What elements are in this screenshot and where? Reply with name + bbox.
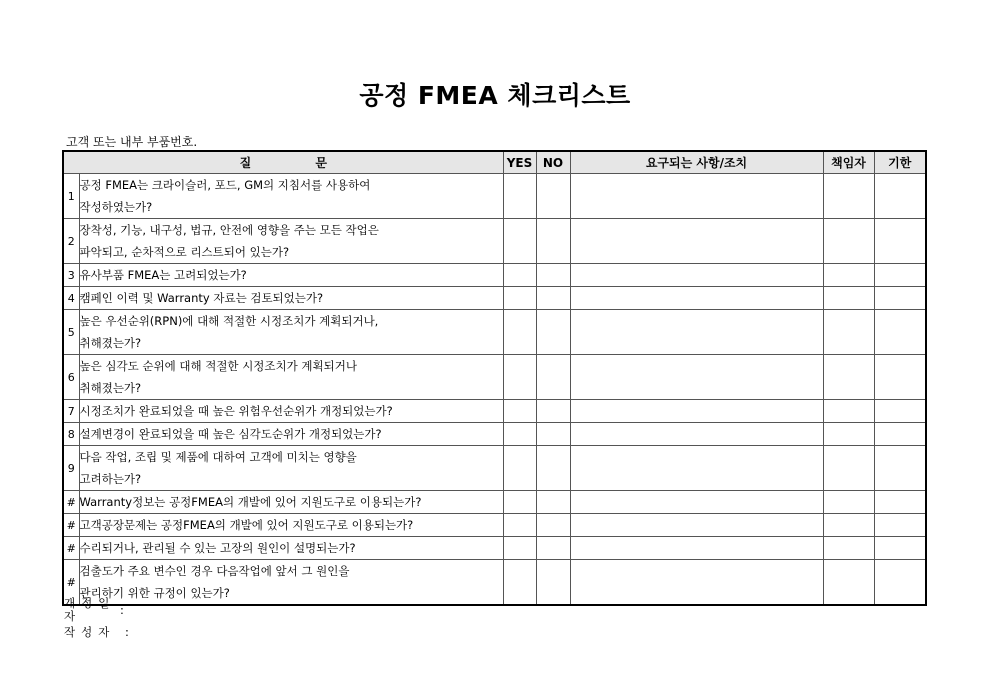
author-text: 작성자 [64, 625, 116, 639]
yes-cell[interactable] [503, 219, 536, 264]
checklist-row [63, 219, 926, 264]
yes-cell[interactable] [503, 287, 536, 310]
action-cell[interactable] [570, 423, 823, 446]
due-cell[interactable] [874, 355, 926, 400]
due-cell[interactable] [874, 560, 926, 606]
row-number: 4 [63, 287, 79, 310]
due-cell[interactable] [874, 310, 926, 355]
action-cell[interactable] [570, 219, 823, 264]
checklist-row [63, 310, 926, 355]
due-header: 기한 [874, 151, 926, 174]
question-cell [79, 491, 503, 514]
yes-cell[interactable] [503, 264, 536, 287]
checklist-row [63, 537, 926, 560]
question-line-1: 높은 우선순위(RPN)에 대해 적절한 시정조치가 계획되거나, [79, 314, 379, 328]
question-line-2: 취해졌는가? [79, 336, 142, 350]
owner-cell[interactable] [823, 423, 874, 446]
action-cell[interactable] [570, 310, 823, 355]
row-number: 6 [63, 355, 79, 400]
owner-cell[interactable] [823, 174, 874, 219]
owner-cell[interactable] [823, 264, 874, 287]
question-line-2: 작성하였는가? [79, 200, 153, 214]
checklist-table [62, 150, 927, 606]
row-number: # [63, 560, 79, 606]
action-cell[interactable] [570, 491, 823, 514]
revision-date-colon: : [120, 603, 130, 617]
row-number: # [63, 514, 79, 537]
question-line-2: 취해졌는가? [79, 381, 142, 395]
owner-cell[interactable] [823, 400, 874, 423]
due-cell[interactable] [874, 174, 926, 219]
action-header: 요구되는 사항/조치 [570, 151, 823, 174]
action-cell[interactable] [570, 174, 823, 219]
revision-date-label [64, 597, 124, 623]
question-line-1: 시정조치가 완료되었을 때 높은 위험우선순위가 개정되었는가? [79, 404, 393, 418]
no-cell[interactable] [536, 355, 570, 400]
due-cell[interactable] [874, 287, 926, 310]
question-line-1: 수리되거나, 관리될 수 있는 고장의 원인이 설명되는가? [79, 541, 356, 555]
question-line-1: 유사부품 FMEA는 고려되었는가? [79, 268, 247, 282]
question-cell [79, 400, 503, 423]
action-cell[interactable] [570, 264, 823, 287]
due-cell[interactable] [874, 537, 926, 560]
checklist-row [63, 446, 926, 491]
part-number-label: 고객 또는 내부 부품번호. [66, 135, 198, 149]
yes-cell[interactable] [503, 423, 536, 446]
question-cell [79, 219, 503, 264]
yes-cell[interactable] [503, 491, 536, 514]
row-number: # [63, 537, 79, 560]
checklist-row [63, 264, 926, 287]
question-line-2: 고려하는가? [79, 472, 142, 486]
header-row [63, 151, 926, 174]
yes-header: YES [503, 151, 536, 174]
question-cell [79, 287, 503, 310]
checklist-row [63, 287, 926, 310]
no-cell[interactable] [536, 423, 570, 446]
question-cell [79, 264, 503, 287]
question-line-1: 공정 FMEA는 크라이슬러, 포드, GM의 지침서를 사용하여 [79, 178, 371, 192]
page-title: 공정 FMEA 체크리스트 [359, 81, 631, 110]
owner-cell[interactable] [823, 355, 874, 400]
owner-cell[interactable] [823, 287, 874, 310]
question-line-1: Warranty정보는 공정FMEA의 개발에 있어 지원도구로 이용되는가? [79, 495, 422, 509]
question-line-1: 다음 작업, 조립 및 제품에 대하여 고객에 미치는 영향을 [79, 450, 357, 464]
no-cell[interactable] [536, 537, 570, 560]
no-cell[interactable] [536, 264, 570, 287]
owner-cell[interactable] [823, 219, 874, 264]
checklist-row [63, 400, 926, 423]
due-cell[interactable] [874, 219, 926, 264]
yes-cell[interactable] [503, 400, 536, 423]
question-line-1: 고객공장문제는 공정FMEA의 개발에 있어 지원도구로 이용되는가? [79, 518, 414, 532]
action-cell[interactable] [570, 537, 823, 560]
question-cell [79, 174, 503, 219]
yes-cell[interactable] [503, 537, 536, 560]
checklist-row [63, 514, 926, 537]
yes-cell[interactable] [503, 446, 536, 491]
checklist-row [63, 423, 926, 446]
revision-date-text: 개정일자 [64, 596, 116, 623]
due-cell[interactable] [874, 423, 926, 446]
row-number: 7 [63, 400, 79, 423]
action-cell[interactable] [570, 514, 823, 537]
owner-cell[interactable] [823, 537, 874, 560]
row-number: 1 [63, 174, 79, 219]
owner-cell[interactable] [823, 514, 874, 537]
yes-cell[interactable] [503, 355, 536, 400]
row-number: 8 [63, 423, 79, 446]
question-cell [79, 310, 503, 355]
checklist-row [63, 174, 926, 219]
due-cell[interactable] [874, 446, 926, 491]
due-cell[interactable] [874, 514, 926, 537]
question-cell [79, 446, 503, 491]
no-cell[interactable] [536, 560, 570, 606]
question-line-1: 캠페인 이력 및 Warranty 자료는 검토되었는가? [79, 291, 324, 305]
yes-cell[interactable] [503, 310, 536, 355]
due-cell[interactable] [874, 400, 926, 423]
due-cell[interactable] [874, 491, 926, 514]
action-cell[interactable] [570, 560, 823, 606]
row-number: 3 [63, 264, 79, 287]
no-cell[interactable] [536, 310, 570, 355]
action-cell[interactable] [570, 446, 823, 491]
question-cell [79, 560, 503, 606]
row-number: 2 [63, 219, 79, 264]
yes-cell[interactable] [503, 514, 536, 537]
no-cell[interactable] [536, 446, 570, 491]
no-header: NO [536, 151, 570, 174]
question-cell [79, 423, 503, 446]
yes-cell[interactable] [503, 560, 536, 606]
yes-cell[interactable] [503, 174, 536, 219]
no-cell[interactable] [536, 219, 570, 264]
owner-cell[interactable] [823, 491, 874, 514]
question-line-2: 파악되고, 순차적으로 리스트되어 있는가? [79, 245, 290, 259]
no-cell[interactable] [536, 514, 570, 537]
author-label: 작성자 : [64, 625, 135, 639]
question-cell [79, 537, 503, 560]
owner-cell[interactable] [823, 446, 874, 491]
row-number: # [63, 491, 79, 514]
owner-header: 책임자 [823, 151, 874, 174]
question-line-1: 높은 심각도 순위에 대해 적절한 시정조치가 계획되거나 [79, 359, 357, 373]
no-cell[interactable] [536, 174, 570, 219]
question-line-2: 관리하기 위한 규정이 있는가? [79, 586, 230, 600]
action-cell[interactable] [570, 355, 823, 400]
no-cell[interactable] [536, 491, 570, 514]
row-number: 9 [63, 446, 79, 491]
action-cell[interactable] [570, 400, 823, 423]
row-number: 5 [63, 310, 79, 355]
no-cell[interactable] [536, 400, 570, 423]
owner-cell[interactable] [823, 560, 874, 606]
no-cell[interactable] [536, 287, 570, 310]
owner-cell[interactable] [823, 310, 874, 355]
due-cell[interactable] [874, 264, 926, 287]
question-cell [79, 514, 503, 537]
checklist-row [63, 560, 926, 606]
question-line-1: 검출도가 주요 변수인 경우 다음작업에 앞서 그 원인을 [79, 564, 350, 578]
question-line-1: 설계변경이 완료되었을 때 높은 심각도순위가 개정되었는가? [79, 427, 382, 441]
action-cell[interactable] [570, 287, 823, 310]
question-line-1: 장착성, 기능, 내구성, 법규, 안전에 영향을 주는 모든 작업은 [79, 223, 379, 237]
checklist-row [63, 491, 926, 514]
question-cell [79, 355, 503, 400]
checklist-row [63, 355, 926, 400]
question-header: 질 문 [63, 151, 503, 174]
